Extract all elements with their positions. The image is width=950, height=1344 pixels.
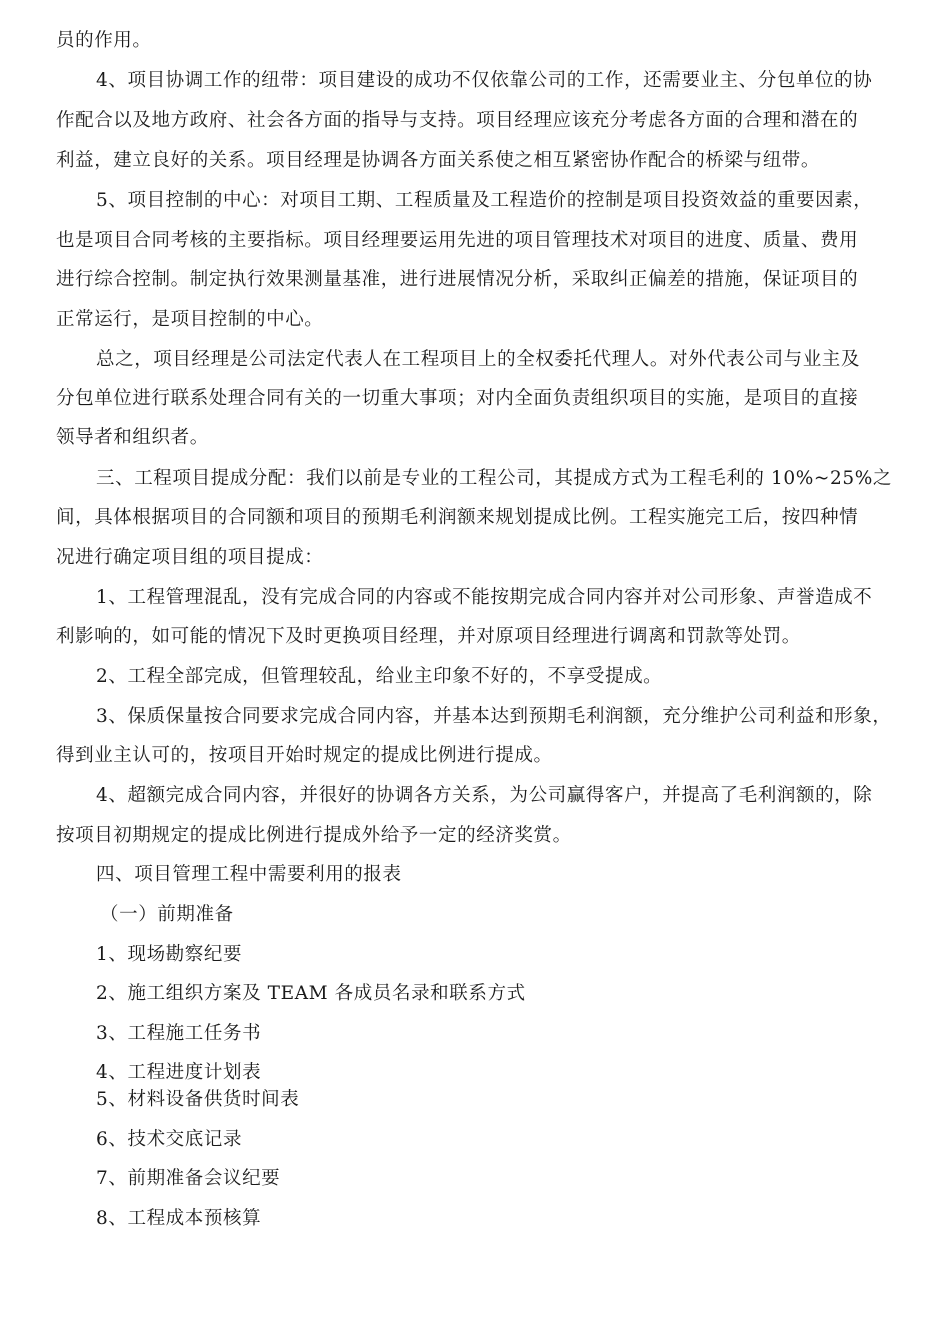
text-line: 领导者和组织者。 (56, 427, 209, 448)
text-line: 2、工程全部完成，但管理较乱，给业主印象不好的，不享受提成。 (96, 666, 663, 687)
text-line: 总之，项目经理是公司法定代表人在工程项目上的全权委托代理人。对外代表公司与业主及 (96, 349, 861, 370)
text-line: 利益，建立良好的关系。项目经理是协调各方面关系使之相互紧密协作配合的桥梁与纽带。 (56, 150, 821, 171)
text-line: 况进行确定项目组的项目提成： (56, 547, 324, 568)
list-item: 2、施工组织方案及 TEAM 各成员名录和联系方式 (96, 983, 526, 1004)
text-line: 三、工程项目提成分配：我们以前是专业的工程公司，其提成方式为工程毛利的 10%~25%之 (96, 468, 893, 489)
text-line: 5、项目控制的中心：对项目工期、工程质量及工程造价的控制是项目投资效益的重要因素， (96, 190, 873, 211)
text-line: 分包单位进行联系处理合同有关的一切重大事项；对内全面负责组织项目的实施，是项目的直接 (56, 388, 859, 409)
text-line: 间，具体根据项目的合同额和项目的预期毛利润额来规划提成比例。工程实施完工后，按四种情 (56, 507, 859, 528)
text-line: 员的作用。 (56, 30, 152, 51)
text-line: 作配合以及地方政府、社会各方面的指导与支持。项目经理应该充分考虑各方面的合理和潜在的 (56, 110, 859, 131)
text-line: 也是项目合同考核的主要指标。项目经理要运用先进的项目管理技术对项目的进度、质量、费用 (56, 230, 859, 251)
text-line: 4、项目协调工作的纽带：项目建设的成功不仅依靠公司的工作，还需要业主、分包单位的协 (96, 70, 873, 91)
list-item: 6、技术交底记录 (96, 1129, 243, 1150)
text-line: 利影响的，如可能的情况下及时更换项目经理，并对原项目经理进行调离和罚款等处罚。 (56, 626, 801, 647)
text-line: 4、超额完成合同内容，并很好的协调各方关系，为公司赢得客户，并提高了毛利润额的，除 (96, 785, 873, 806)
list-item: 8、工程成本预核算 (96, 1208, 262, 1229)
text-line: 得到业主认可的，按项目开始时规定的提成比例进行提成。 (56, 745, 553, 766)
section-heading: 四、项目管理工程中需要利用的报表 (96, 864, 402, 885)
text-line: 进行综合控制。制定执行效果测量基准，进行进展情况分析，采取纠正偏差的措施，保证项目的 (56, 269, 859, 290)
list-item: 3、工程施工任务书 (96, 1023, 262, 1044)
list-item: 4、工程进度计划表 (96, 1062, 262, 1083)
text-line: 正常运行，是项目控制的中心。 (56, 309, 324, 330)
list-item: 1、现场勘察纪要 (96, 944, 243, 965)
text-line: 3、保质保量按合同要求完成合同内容，并基本达到预期毛利润额，充分维护公司利益和形象， (96, 706, 892, 727)
list-item: 7、前期准备会议纪要 (96, 1168, 281, 1189)
text-line: 按项目初期规定的提成比例进行提成外给予一定的经济奖赏。 (56, 825, 572, 846)
subsection-heading: （一）前期准备 (100, 904, 234, 925)
list-item: 5、材料设备供货时间表 (96, 1089, 300, 1110)
text-line: 1、工程管理混乱，没有完成合同的内容或不能按期完成合同内容并对公司形象、声誉造成不 (96, 587, 873, 608)
